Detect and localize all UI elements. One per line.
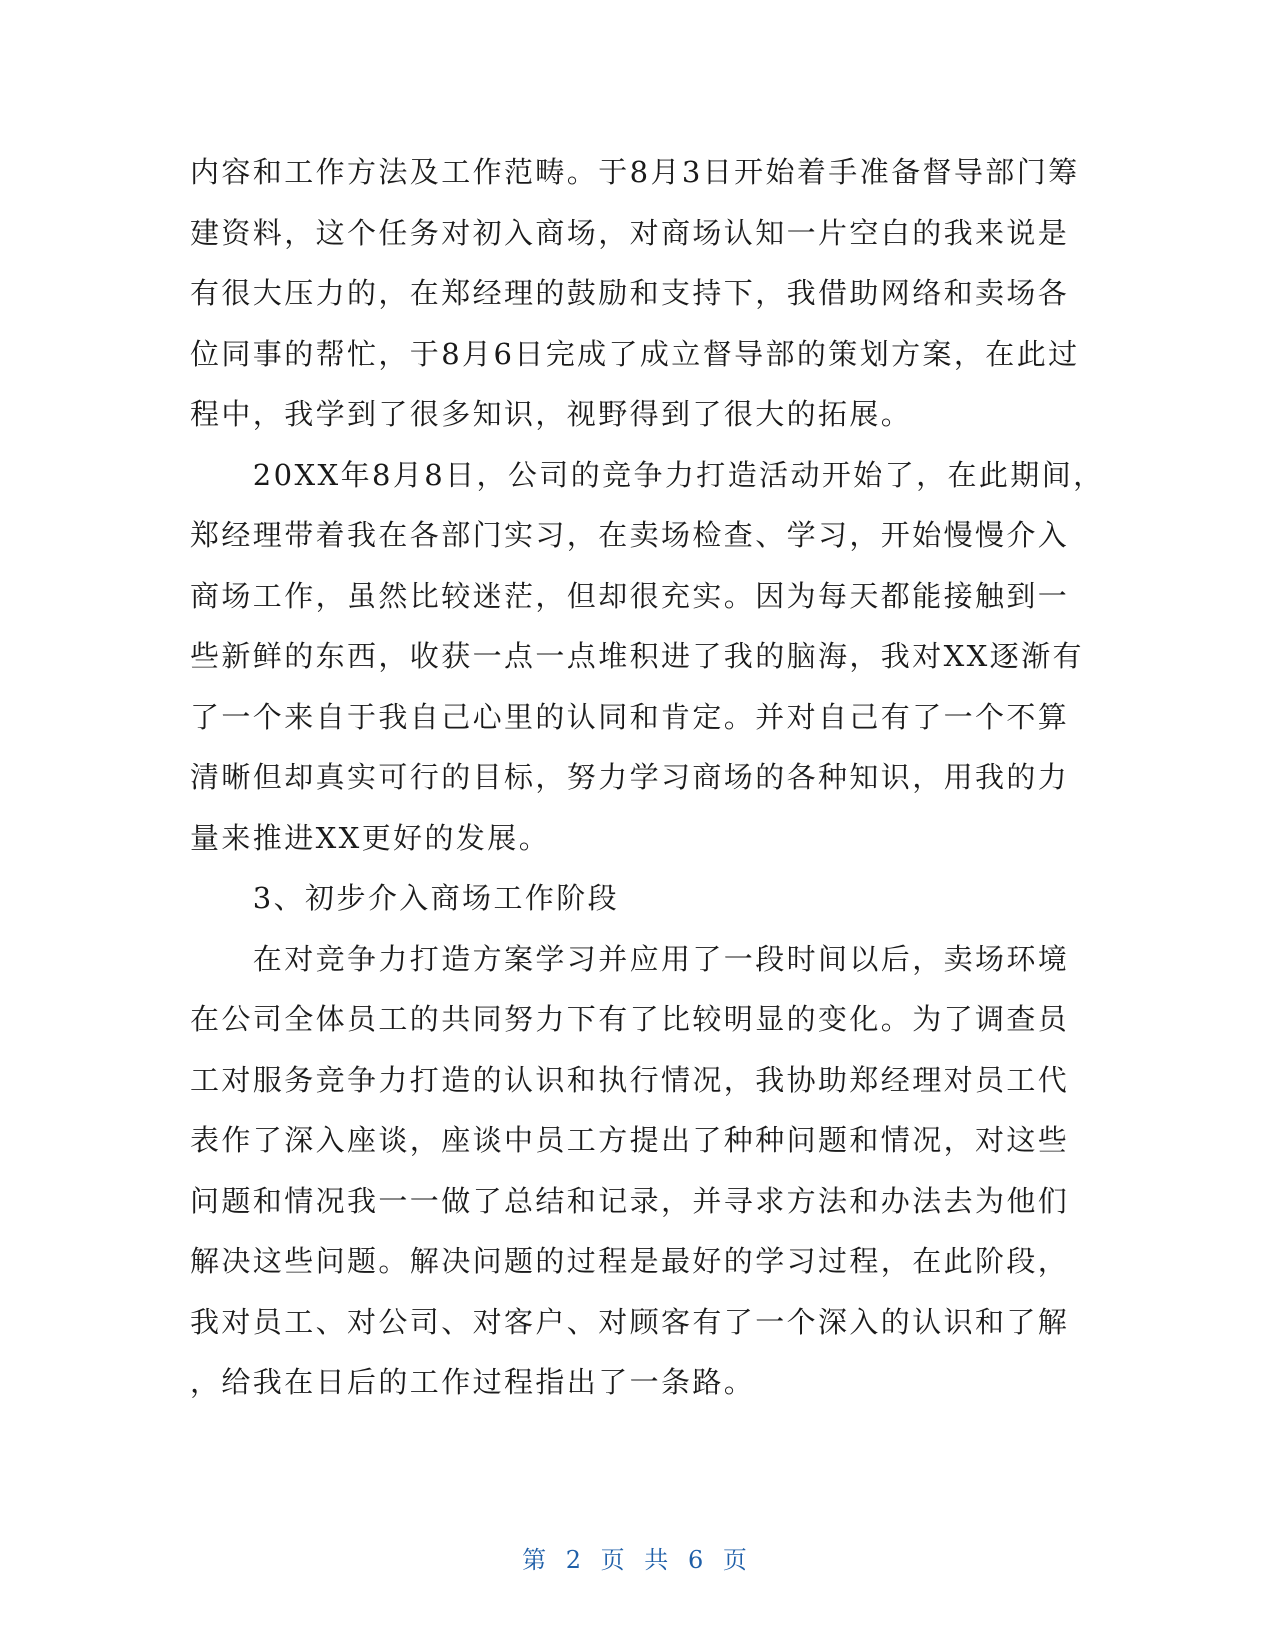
text-line: 建资料，这个任务对初入商场，对商场认知一片空白的我来说是 <box>190 215 1070 250</box>
text-line: 20XX年8月8日，公司的竞争力打造活动开始了，在此期间， <box>190 457 1105 492</box>
text-line: 位同事的帮忙，于8月6日完成了成立督导部的策划方案，在此过 <box>190 336 1080 371</box>
text-line: 商场工作，虽然比较迷茫，但却很充实。因为每天都能接触到一 <box>190 578 1070 613</box>
text-line: 在对竞争力打造方案学习并应用了一段时间以后，卖场环境 <box>190 941 1070 976</box>
document-body <box>190 142 1105 1413</box>
text-line: 程中，我学到了很多知识，视野得到了很大的拓展。 <box>190 397 913 431</box>
text-line: 表作了深入座谈，座谈中员工方提出了种种问题和情况，对这些 <box>190 1123 1070 1157</box>
text-line: 有很大压力的，在郑经理的鼓励和支持下，我借助网络和卖场各 <box>190 276 1070 310</box>
text-line: 量来推进XX更好的发展。 <box>190 820 551 855</box>
text-line: 解决这些问题。解决问题的过程是最好的学习过程，在此阶段， <box>190 1244 1070 1278</box>
text-line: 了一个来自于我自己心里的认同和肯定。并对自己有了一个不算 <box>190 699 1070 734</box>
text-line: 问题和情况我一一做了总结和记录，并寻求方法和办法去为他们 <box>190 1183 1070 1218</box>
text-line: 我对员工、对公司、对客户、对顾客有了一个深入的认识和了解 <box>190 1304 1070 1339</box>
text-line: 清晰但却真实可行的目标，努力学习商场的各种知识，用我的力 <box>190 760 1070 794</box>
text-line: 内容和工作方法及工作范畴。于8月3日开始着手准备督导部门筹 <box>190 155 1080 189</box>
text-line: ，给我在日后的工作过程指出了一条路。 <box>190 1365 756 1399</box>
page-number-footer: 第 2 页 共 6 页 <box>522 1546 753 1574</box>
text-line: 些新鲜的东西，收获一点一点堆积进了我的脑海，我对XX逐渐有 <box>190 639 1084 673</box>
text-line: 在公司全体员工的共同努力下有了比较明显的变化。为了调查员 <box>190 1002 1070 1036</box>
text-line: 工对服务竞争力打造的认识和执行情况，我协助郑经理对员工代 <box>190 1062 1070 1097</box>
text-line: 郑经理带着我在各部门实习，在卖场检查、学习，开始慢慢介入 <box>190 518 1070 552</box>
section-heading: 3、初步介入商场工作阶段 <box>190 881 620 915</box>
